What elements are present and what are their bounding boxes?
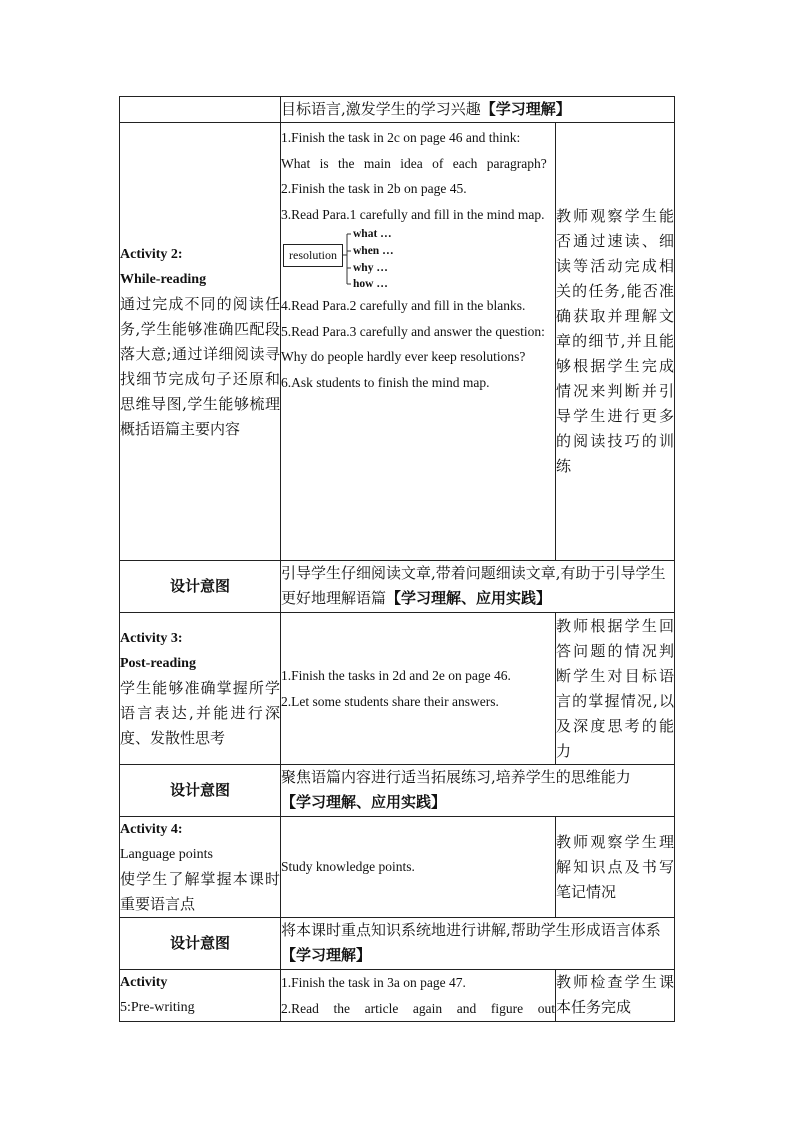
- step-text: 2.Finish the task in 2b on page 45.: [281, 181, 467, 196]
- activity-3-title: Activity 3:: [120, 631, 183, 646]
- step-text: 3.Read Para.1 carefully and fill in the mind map.: [281, 206, 545, 222]
- table-row: [120, 97, 675, 123]
- table-row: [120, 561, 675, 613]
- design-intent-label: 设计意图: [120, 918, 281, 970]
- mind-map-branch: when …: [353, 245, 394, 257]
- activity-2-desc: 通过完成不同的阅读任务,学生能够准确匹配段落大意;通过详细阅读寻找细节完成句子还原和思维导图,学生能够梳理概括语篇主要内容: [120, 294, 280, 438]
- design-intent-label: 设计意图: [120, 765, 281, 817]
- step-text: What is the main idea of each paragraph?: [281, 155, 547, 171]
- assessment-text: 教师观察学生能否通过速读、细读等活动完成相关的任务,能否准确获取并理解文章的细节,并且能够根据学生完成情况来判断并引导学生进行更多的阅读技巧的训练: [556, 207, 675, 475]
- mind-map-branch: how …: [353, 278, 388, 290]
- table-row: [120, 123, 675, 561]
- activity-4-content: Study knowledge points.: [281, 817, 556, 918]
- step-text: 6.Ask students to finish the mind map.: [281, 374, 490, 390]
- design-intent-text: 聚焦语篇内容进行适当拓展练习,培养学生的思维能力: [281, 768, 631, 786]
- activity-4-cell: [120, 817, 281, 918]
- table-row: [120, 970, 675, 1022]
- goal-tag: 【学习理解】: [480, 100, 571, 118]
- table-row: [120, 613, 675, 765]
- empty-cell: [120, 97, 281, 123]
- design-intent-tag: 【学习理解、应用实践】: [386, 589, 552, 607]
- table-row: [120, 918, 675, 970]
- activity-4-title: Activity 4:: [120, 822, 183, 837]
- design-intent-text: 引导学生仔细阅读文章,带着问题细读文章,有助于引导学生更好地理解语篇: [281, 564, 666, 607]
- table-row: [120, 765, 675, 817]
- design-intent-text: 将本课时重点知识系统地进行讲解,帮助学生形成语言体系: [281, 921, 661, 939]
- activity-5-cell: [120, 970, 281, 1022]
- mind-map-branch: what …: [353, 228, 392, 240]
- activity-5-title: Activity: [120, 975, 168, 990]
- mind-map-branch: why …: [353, 262, 388, 274]
- activity-3-desc: 学生能够准确掌握所学语言表达,并能进行深度、发散性思考: [120, 679, 280, 747]
- activity-2-cell: [120, 123, 281, 561]
- activity-5-steps-cell: [281, 970, 556, 1022]
- activity-4-desc: 使学生了解掌握本课时重要语言点: [120, 870, 280, 913]
- design-intent-tag: 【学习理解】: [281, 946, 372, 964]
- step-text: 1.Finish the tasks in 2d and 2e on page 46.: [281, 668, 511, 683]
- activity-2-subtitle: While-reading: [120, 271, 207, 287]
- design-intent-label: 设计意图: [120, 561, 281, 613]
- activity-4-assessment-cell: [556, 817, 675, 918]
- lesson-plan-table: [119, 96, 675, 1022]
- goal-text: 目标语言,激发学生的学习兴趣: [281, 100, 481, 118]
- step-text: 4.Read Para.2 carefully and fill in the blanks.: [281, 298, 526, 313]
- design-intent-cell: [281, 765, 675, 817]
- goal-cell: [281, 97, 675, 123]
- activity-4-subtitle: Language points: [120, 847, 213, 862]
- design-intent-cell: [281, 918, 675, 970]
- activity-5-assessment-cell: [556, 970, 675, 1022]
- table-row: [120, 817, 675, 918]
- step-text: 2.Read the article again and figure out: [281, 1000, 555, 1016]
- assessment-text: 教师根据学生回答问题的情况判断学生对目标语言的掌握情况,以及深度思考的能力: [556, 616, 675, 760]
- design-intent-tag: 【学习理解、应用实践】: [281, 793, 447, 811]
- assessment-text: 教师检查学生课本任务完成: [556, 973, 675, 1016]
- assessment-text: 教师观察学生理解知识点及书写笔记情况: [556, 832, 675, 901]
- mind-map: [281, 229, 555, 289]
- step-text: 5.Read Para.3 carefully and answer the question:: [281, 323, 545, 339]
- activity-5-subtitle: 5:Pre-writing: [120, 1000, 195, 1015]
- activity-3-steps-cell: [281, 613, 556, 765]
- activity-2-title: Activity 2:: [120, 246, 183, 262]
- activity-3-assessment-cell: [556, 613, 675, 765]
- step-text: Why do people hardly ever keep resolutions?: [281, 349, 526, 364]
- activity-3-cell: [120, 613, 281, 765]
- step-text: 1.Finish the task in 2c on page 46 and think:: [281, 130, 521, 145]
- step-text: 2.Let some students share their answers.: [281, 693, 499, 709]
- design-intent-cell: [281, 561, 675, 613]
- mind-map-center: resolution: [283, 244, 343, 267]
- activity-3-subtitle: Post-reading: [120, 656, 196, 671]
- step-text: 1.Finish the task in 3a on page 47.: [281, 975, 466, 990]
- activity-2-assessment-cell: [556, 123, 675, 561]
- activity-2-steps-cell: [281, 123, 556, 561]
